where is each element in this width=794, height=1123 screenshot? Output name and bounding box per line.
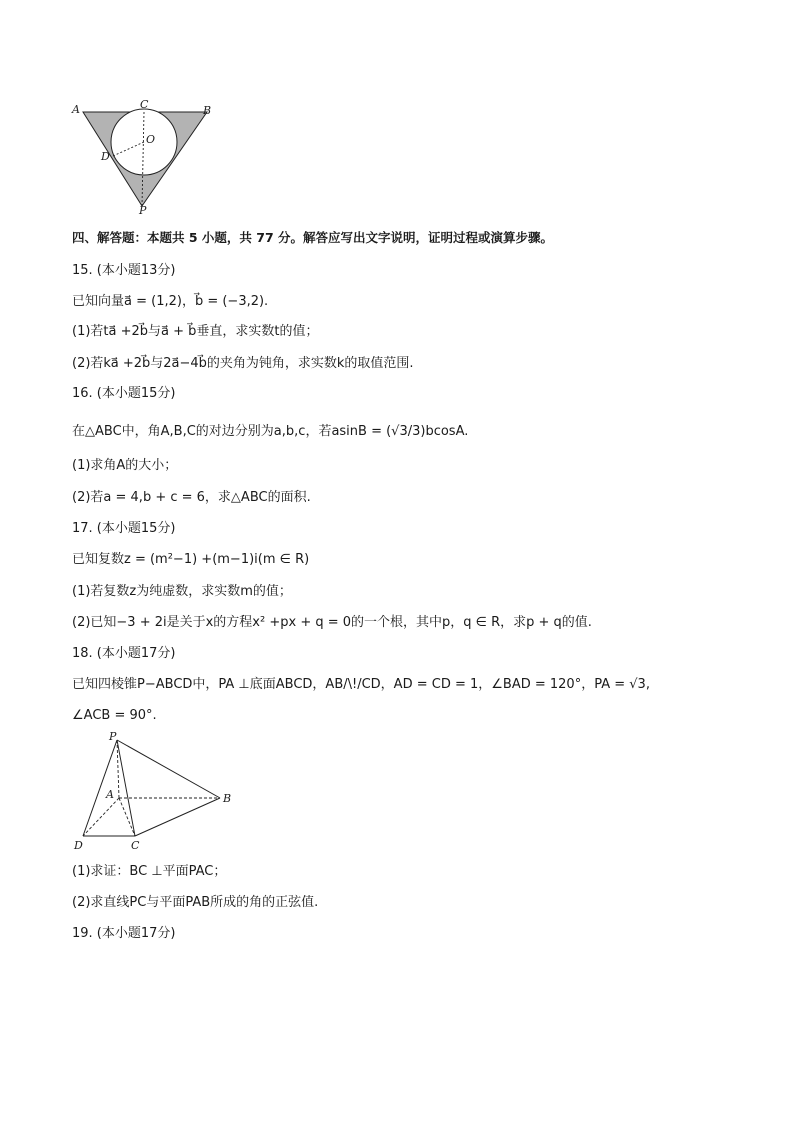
problem-15-part-1: (1)若ta⃗ +2b⃗与a⃗ + b⃗垂直，求实数t的值； — [72, 324, 319, 339]
problem-18-header: 18. (本小题17分) — [72, 646, 176, 661]
label-c: C — [140, 98, 149, 111]
problem-15-stem: 已知向量a⃗ = (1,2)，b⃗ = (−3,2). — [72, 294, 269, 309]
label-a: A — [72, 103, 80, 116]
section-title: 四、解答题：本题共 5 小题，共 77 分。解答应写出文字说明，证明过程或演算步骤。 — [72, 230, 554, 245]
problem-17-header: 17. (本小题15分) — [72, 521, 176, 536]
hidden-edge-ad — [83, 798, 119, 836]
label-o: O — [146, 133, 156, 146]
label-p: P — [139, 204, 147, 217]
hidden-edge-ac — [119, 798, 135, 836]
label-d: D — [74, 839, 83, 852]
label-b: B — [223, 792, 232, 805]
problem-18-stem-line1: 已知四棱锥P−ABCD中，PA ⊥底面ABCD，AB/\!/CD，AD = CD = 1，∠BAD = 120°，PA = √3, — [72, 677, 650, 692]
problem-17-stem: 已知复数z = (m²−1) +(m−1)i(m ∈ R) — [72, 552, 310, 567]
label-p: P — [109, 730, 117, 743]
problem-15-header: 15. (本小题13分) — [72, 263, 176, 278]
problem-18-stem-line2: ∠ACB = 90°. — [72, 708, 157, 723]
problem-18-part-1: (1)求证：BC ⊥平面PAC； — [72, 864, 227, 879]
problem-19-header: 19. (本小题17分) — [72, 926, 176, 941]
pyramid-figure — [70, 728, 250, 853]
label-b: B — [203, 104, 212, 117]
problem-16-stem: 在△ABC中，角A,B,C的对边分别为a,b,c，若asinB = (√3/3)bcosA. — [72, 424, 469, 439]
problem-16-part-1: (1)求角A的大小； — [72, 458, 178, 473]
problem-17-part-2: (2)已知−3 + 2i是关于x的方程x² +px + q = 0的一个根，其中p，q ∈ R，求p + q的值. — [72, 615, 592, 630]
edge-pb — [117, 740, 220, 798]
problem-17-part-1: (1)若复数z为纯虚数，求实数m的值； — [72, 584, 292, 599]
label-c: C — [131, 839, 140, 852]
problem-16-part-2: (2)若a = 4,b + c = 6，求△ABC的面积. — [72, 490, 311, 505]
triangle-circle-figure — [70, 98, 220, 218]
label-a: A — [106, 788, 114, 801]
problem-15-part-2: (2)若ka⃗ +2b⃗与2a⃗−4b⃗的夹角为钝角，求实数k的取值范围. — [72, 356, 414, 371]
label-d: D — [101, 150, 110, 163]
problem-16-header: 16. (本小题15分) — [72, 386, 176, 401]
edge-cb — [135, 798, 220, 836]
edge-pc — [117, 740, 135, 836]
problem-18-part-2: (2)求直线PC与平面PAB所成的角的正弦值. — [72, 895, 319, 910]
